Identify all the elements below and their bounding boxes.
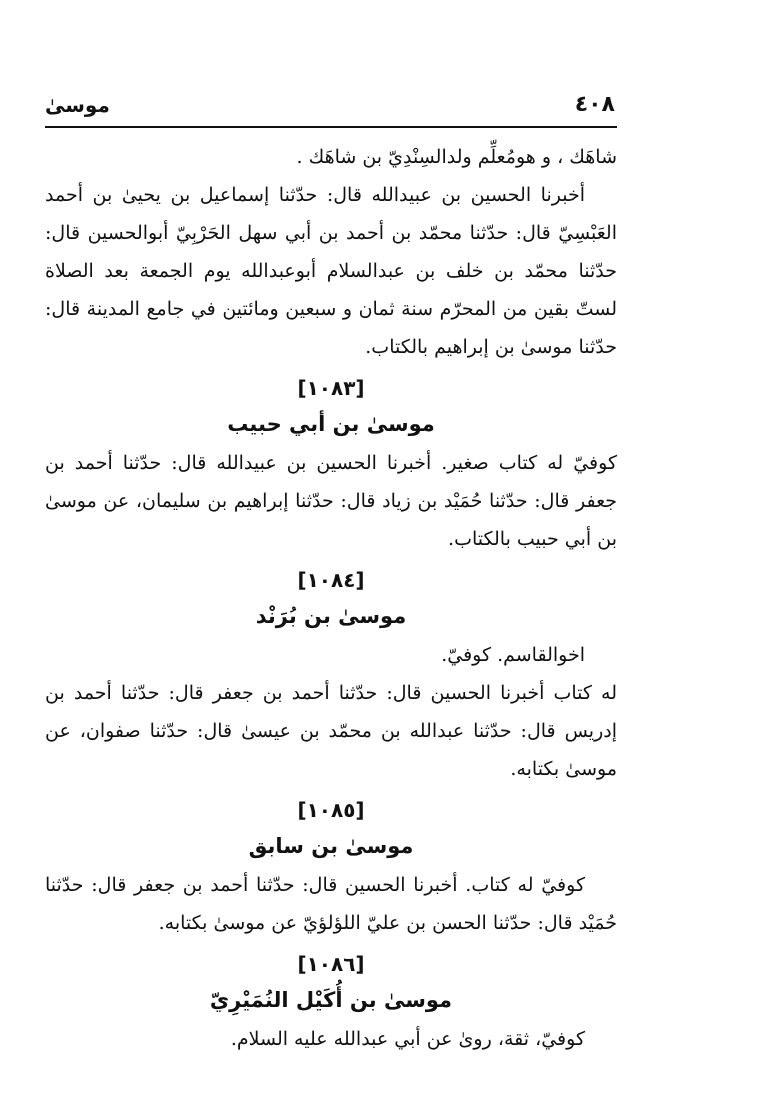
entry-name: موسىٰ بن أُكَيْل النُمَيْرِيّ: [209, 988, 453, 1012]
entry-1084: [45, 564, 617, 788]
chain-paragraph: أخبرنا الحسين بن عبيدالله قال: حدّثنا إسماعيل بن يحيىٰ بن أحمد العَبْسِيّ قال: حدّثنا محمّد بن أحمد بن أبي سهل الحَرْبِيّ أبوالحسين قال: حدّثنا محمّد بن خلف بن عبدالسلام أبوعبدالله يوم الجمعة بعد الصلاة لستّ بقين من المحرّم سنة ثمان و سبعين ومائتين في جامع المدينة قال: حدّثنا موسىٰ بن إبراهيم بالكتاب.: [45, 184, 617, 358]
page-number: ٤٠٨: [574, 92, 615, 117]
entry-name: موسىٰ بن سابق: [248, 834, 414, 858]
entry-1083: [45, 372, 617, 558]
entry-1086: [45, 948, 617, 1058]
entry-paragraph: اخوالقاسم. كوفيّ.: [441, 644, 585, 666]
entry-paragraph: كوفيّ، ثقة، روىٰ عن أبي عبدالله عليه السلام.: [230, 1028, 585, 1050]
header-rule: [45, 126, 617, 128]
entry-number: [١٠٨٦]: [297, 952, 365, 976]
entry-number: [١٠٨٥]: [297, 798, 365, 822]
entry-number: [١٠٨٣]: [297, 376, 365, 400]
entry-paragraph: له كتاب أخبرنا الحسين قال: حدّثنا أحمد بن جعفر قال: حدّثنا أحمد بن إدريس قال: حدّثنا عبدالله بن محمّد بن عيسىٰ قال: حدّثنا صفوان، عن موسىٰ بكتابه.: [45, 682, 617, 780]
entry-1085: [45, 794, 617, 942]
continued-line: شاهَك ، و هومُعلِّم ولدالسِنْدِيّ بن شاهَك .: [296, 146, 617, 168]
entry-name: موسىٰ بن أبي حبيب: [227, 412, 435, 436]
entry-paragraph: كوفيّ له كتاب صغير. أخبرنا الحسين بن عبيدالله قال: حدّثنا أحمد بن جعفر قال: حدّثنا حُمَيْد بن زياد قال: حدّثنا إبراهيم بن سليمان، عن موسىٰ بن أبي حبيب بالكتاب.: [45, 452, 617, 550]
entry-number: [١٠٨٤]: [297, 568, 365, 592]
entry-paragraph: كوفيّ له كتاب. أخبرنا الحسين قال: حدّثنا أحمد بن جعفر قال: حدّثنا حُمَيْد قال: حدّثنا الحسن بن عليّ اللؤلؤيّ عن موسىٰ بكتابه.: [45, 874, 617, 934]
entry-name: موسىٰ بن بُرَنْد: [255, 604, 407, 628]
page-header: [45, 90, 615, 124]
running-head: موسىٰ: [45, 93, 110, 117]
page-content: [45, 138, 617, 1058]
